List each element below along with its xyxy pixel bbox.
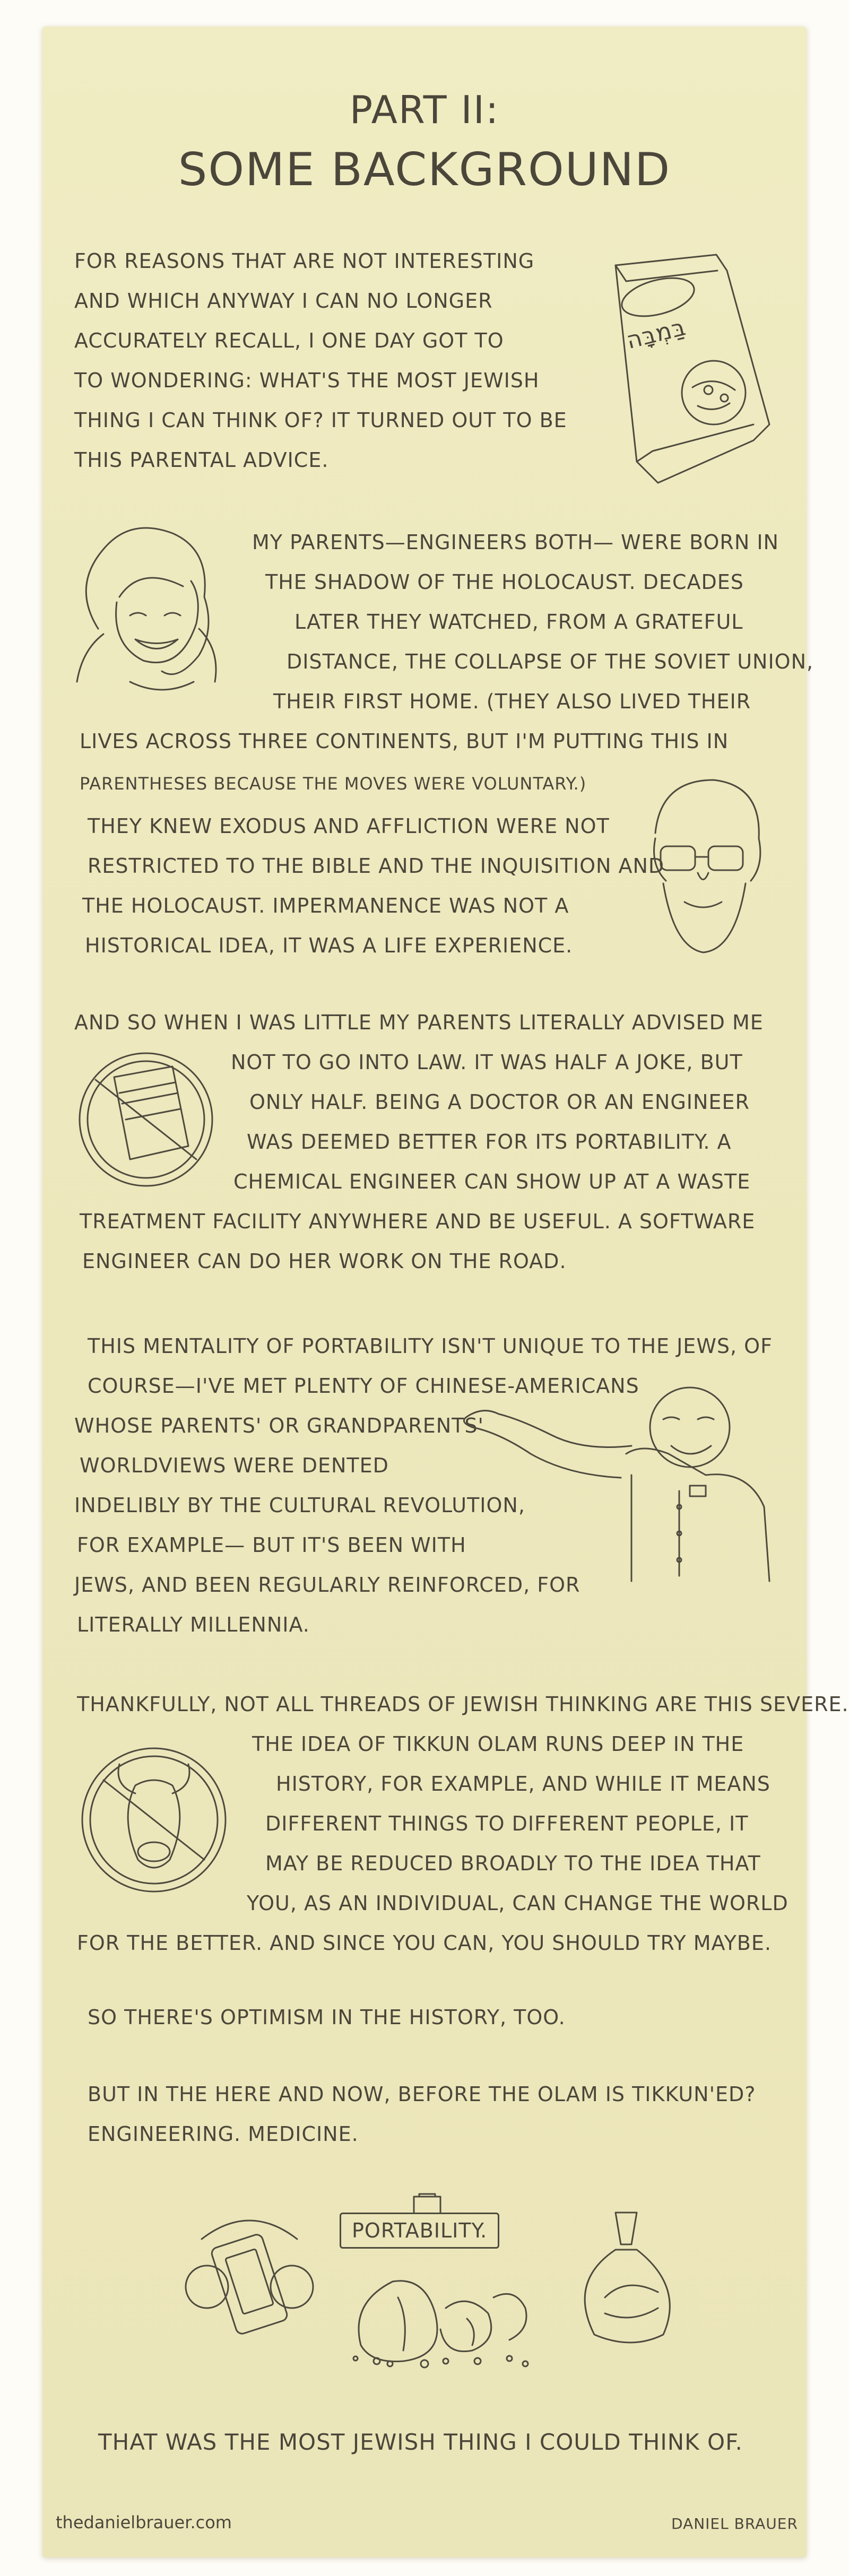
site-link[interactable]: thedanielbrauer.com (56, 2512, 232, 2532)
p3-line: RESTRICTED TO THE BIBLE AND THE INQUISITION AND (88, 854, 665, 878)
no-law-book-icon (66, 1040, 226, 1199)
p5-line: FOR EXAMPLE— BUT IT'S BEEN WITH (77, 1533, 466, 1557)
p1-line: FOR REASONS THAT ARE NOT INTERESTING (74, 249, 535, 273)
p6-line: MAY BE REDUCED BROADLY TO THE IDEA THAT (265, 1852, 761, 1875)
p4-line: WAS DEEMED BETTER FOR ITS PORTABILITY. A (247, 1130, 732, 1153)
p2-line: DISTANCE, THE COLLAPSE OF THE SOVIET UNION, (287, 650, 814, 673)
p2-line: LATER THEY WATCHED, FROM A GRATEFUL (294, 610, 743, 634)
p5-line: THIS MENTALITY OF PORTABILITY ISN'T UNIQUE TO THE JEWS, OF (88, 1334, 773, 1358)
p2-line: PARENTHESES BECAUSE THE MOVES WERE VOLUNTARY.) (80, 774, 587, 794)
p1-line: ACCURATELY RECALL, I ONE DAY GOT TO (74, 329, 504, 352)
p2-line: LIVES ACROSS THREE CONTINENTS, BUT I'M PUTTING THIS IN (80, 730, 729, 753)
p4-line: TREATMENT FACILITY ANYWHERE AND BE USEFUL. A SOFTWARE (80, 1210, 756, 1233)
p1-line: THIS PARENTAL ADVICE. (74, 448, 329, 472)
p8-line: BUT IN THE HERE AND NOW, BEFORE THE OLAM IS TIKKUN'ED? (88, 2083, 756, 2106)
optimism-line: SO THERE'S OPTIMISM IN THE HISTORY, TOO. (88, 2006, 566, 2029)
p6-line: THE IDEA OF TIKKUN OLAM RUNS DEEP IN THE (252, 1732, 744, 1756)
closing-line: THAT WAS THE MOST JEWISH THING I COULD THINK OF. (98, 2429, 743, 2455)
p3-line: THEY KNEW EXODUS AND AFFLICTION WERE NOT (88, 814, 610, 838)
portability-sign: PORTABILITY. (340, 2213, 499, 2249)
p6-line: YOU, AS AN INDIVIDUAL, CAN CHANGE THE WORLD (247, 1892, 789, 1915)
scattered-belongings-illustration (340, 2255, 562, 2372)
p2-line: THE SHADOW OF THE HOLOCAUST. DECADES (265, 570, 744, 594)
p1-line: AND WHICH ANYWAY I CAN NO LONGER (74, 289, 493, 313)
p2-line: THEIR FIRST HOME. (THEY ALSO LIVED THEIR (273, 690, 751, 713)
no-golden-calf-icon (66, 1732, 241, 1907)
part-title: PART II: (349, 88, 500, 132)
p4-line: ONLY HALF. BEING A DOCTOR OR AN ENGINEER (249, 1090, 750, 1114)
p1-line: THING I CAN THINK OF? IT TURNED OUT TO BE (74, 409, 567, 432)
tablet-with-headphones-illustration (180, 2207, 318, 2345)
p6-line: FOR THE BETTER. AND SINCE YOU CAN, YOU SHOULD TRY MAYBE. (77, 1931, 772, 1955)
p5-line: WHOSE PARENTS' OR GRANDPARENTS' (74, 1414, 484, 1437)
mother-portrait (66, 523, 231, 703)
p3-line: THE HOLOCAUST. IMPERMANENCE WAS NOT A (82, 894, 569, 917)
p4-line: ENGINEER CAN DO HER WORK ON THE ROAD. (82, 1250, 567, 1273)
p1-line: TO WONDERING: WHAT'S THE MOST JEWISH (74, 369, 540, 392)
p5-line: WORLDVIEWS WERE DENTED (80, 1454, 389, 1477)
p8-line: ENGINEERING. MEDICINE. (88, 2122, 359, 2146)
p4-line: AND SO WHEN I WAS LITTLE MY PARENTS LITERALLY ADVISED ME (74, 1011, 764, 1034)
father-portrait (634, 769, 772, 960)
p5-line: INDELIBLY BY THE CULTURAL REVOLUTION, (74, 1494, 525, 1517)
waving-leader-figure (456, 1369, 775, 1586)
suitcase-illustration (409, 2191, 446, 2215)
p5-line: LITERALLY MILLENNIA. (77, 1613, 310, 1636)
p4-line: CHEMICAL ENGINEER CAN SHOW UP AT A WASTE (233, 1170, 751, 1193)
bamba-bag-illustration (594, 249, 785, 499)
section-title: SOME BACKGROUND (178, 143, 671, 196)
p6-line: THANKFULLY, NOT ALL THREADS OF JEWISH THINKING ARE THIS SEVERE. (77, 1693, 849, 1716)
p3-line: HISTORICAL IDEA, IT WAS A LIFE EXPERIENCE. (85, 934, 573, 957)
p4-line: NOT TO GO INTO LAW. IT WAS HALF A JOKE, BUT (231, 1051, 743, 1074)
bag-label: בַּמְבָּה (623, 314, 689, 354)
p5-line: JEWS, AND BEEN REGULARLY REINFORCED, FOR (74, 1573, 581, 1597)
p6-line: DIFFERENT THINGS TO DIFFERENT PEOPLE, IT (265, 1812, 749, 1835)
p6-line: HISTORY, FOR EXAMPLE, AND WHILE IT MEANS (276, 1772, 770, 1796)
money-bag-illustration (573, 2207, 679, 2345)
author-signature: DANIEL BRAUER (671, 2515, 798, 2532)
p5-line: COURSE—I'VE MET PLENTY OF CHINESE-AMERICANS (88, 1374, 639, 1398)
p2-line: MY PARENTS—ENGINEERS BOTH— WERE BORN IN (252, 531, 779, 554)
